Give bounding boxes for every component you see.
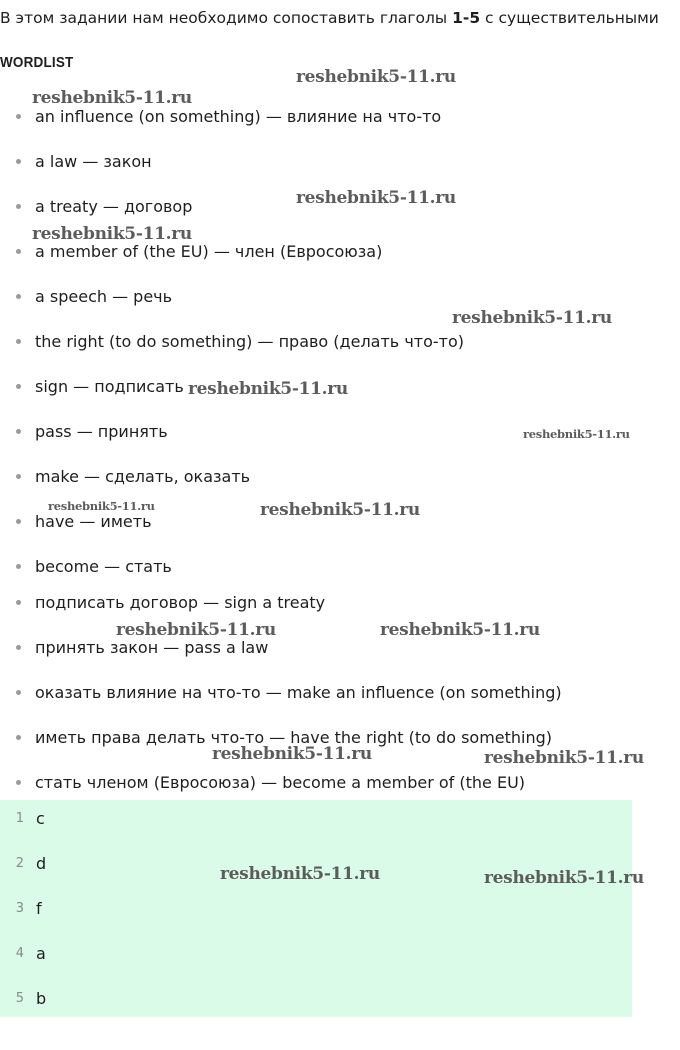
answer-number: 4 xyxy=(15,946,24,961)
list-item-text: подписать договор — sign a treaty xyxy=(35,593,326,612)
bullet-icon xyxy=(16,564,21,569)
list-item xyxy=(16,106,441,128)
answer-value: d xyxy=(36,854,47,873)
bullet-icon xyxy=(16,294,21,299)
bullet-icon xyxy=(16,339,21,344)
watermark: reshebnik5-11.ru xyxy=(296,188,456,208)
watermark: reshebnik5-11.ru xyxy=(188,379,348,399)
list-item-text: sign — подписать xyxy=(35,377,184,396)
watermark: reshebnik5-11.ru xyxy=(116,620,276,640)
answer-number: 3 xyxy=(15,901,24,916)
intro-text xyxy=(0,8,680,28)
bullet-icon xyxy=(16,249,21,254)
bullet-icon xyxy=(16,780,21,785)
answer-value: b xyxy=(36,989,47,1008)
list-item xyxy=(16,286,172,308)
bullet-icon xyxy=(16,690,21,695)
answers-block xyxy=(0,800,632,1017)
list-item-text: have — иметь xyxy=(35,512,152,531)
answer-value: c xyxy=(36,809,45,828)
answer-number: 5 xyxy=(15,991,24,1006)
answer-number: 2 xyxy=(15,856,24,871)
list-item-text: make — сделать, оказать xyxy=(35,467,251,486)
watermark: reshebnik5-11.ru xyxy=(296,67,456,87)
intro-after: с существительными xyxy=(480,9,659,27)
list-item-text: a member of (the EU) — член (Евросоюза) xyxy=(35,242,383,261)
list-item xyxy=(16,637,268,659)
list-item-text: a law — закон xyxy=(35,152,152,171)
watermark: reshebnik5-11.ru xyxy=(220,864,380,884)
watermark: reshebnik5-11.ru xyxy=(484,748,644,768)
list-item xyxy=(16,421,168,443)
watermark: reshebnik5-11.ru xyxy=(452,308,612,328)
intro-before: В этом задании нам необходимо сопоставить глаголы xyxy=(0,9,453,27)
watermark: reshebnik5-11.ru xyxy=(380,620,540,640)
answer-value: f xyxy=(36,899,42,918)
watermark: reshebnik5-11.ru xyxy=(32,224,192,244)
list-item xyxy=(16,466,250,488)
bullet-icon xyxy=(16,204,21,209)
list-item xyxy=(16,682,562,704)
list-item xyxy=(16,376,184,398)
intro-bold-range: 1-5 xyxy=(452,9,481,27)
list-item-text: стать членом (Евросоюза) — become a member of (the EU) xyxy=(35,773,526,792)
answer-value: a xyxy=(36,944,46,963)
list-item-text: a treaty — договор xyxy=(35,197,193,216)
watermark: reshebnik5-11.ru xyxy=(48,499,155,513)
list-item-text: become — стать xyxy=(35,557,172,576)
list-item-text: a speech — речь xyxy=(35,287,173,306)
bullet-icon xyxy=(16,600,21,605)
wordlist-heading: WORDLIST xyxy=(0,54,74,71)
list-item-text: иметь права делать что-то — have the right (to do something) xyxy=(35,728,553,747)
list-item-text: the right (to do something) — право (делать что-то) xyxy=(35,332,464,351)
list-item xyxy=(16,241,382,263)
list-item xyxy=(16,592,325,614)
bullet-icon xyxy=(16,429,21,434)
list-item xyxy=(16,772,525,794)
watermark: reshebnik5-11.ru xyxy=(260,500,420,520)
watermark: reshebnik5-11.ru xyxy=(484,868,644,888)
list-item xyxy=(16,196,192,218)
list-item-text: принять закон — pass a law xyxy=(35,638,269,657)
watermark: reshebnik5-11.ru xyxy=(212,744,372,764)
list-item xyxy=(16,556,172,578)
list-item xyxy=(16,511,152,533)
bullet-icon xyxy=(16,159,21,164)
watermark: reshebnik5-11.ru xyxy=(32,88,192,108)
bullet-icon xyxy=(16,114,21,119)
bullet-icon xyxy=(16,735,21,740)
list-item-text: оказать влияние на что-то — make an influence (on something) xyxy=(35,683,562,702)
list-item-text: an influence (on something) — влияние на что-то xyxy=(35,107,442,126)
list-item-text: pass — принять xyxy=(35,422,168,441)
bullet-icon xyxy=(16,645,21,650)
bullet-icon xyxy=(16,474,21,479)
bullet-icon xyxy=(16,519,21,524)
list-item xyxy=(16,331,464,353)
watermark: reshebnik5-11.ru xyxy=(523,427,630,441)
bullet-icon xyxy=(16,384,21,389)
list-item xyxy=(16,151,152,173)
answer-number: 1 xyxy=(15,811,24,826)
